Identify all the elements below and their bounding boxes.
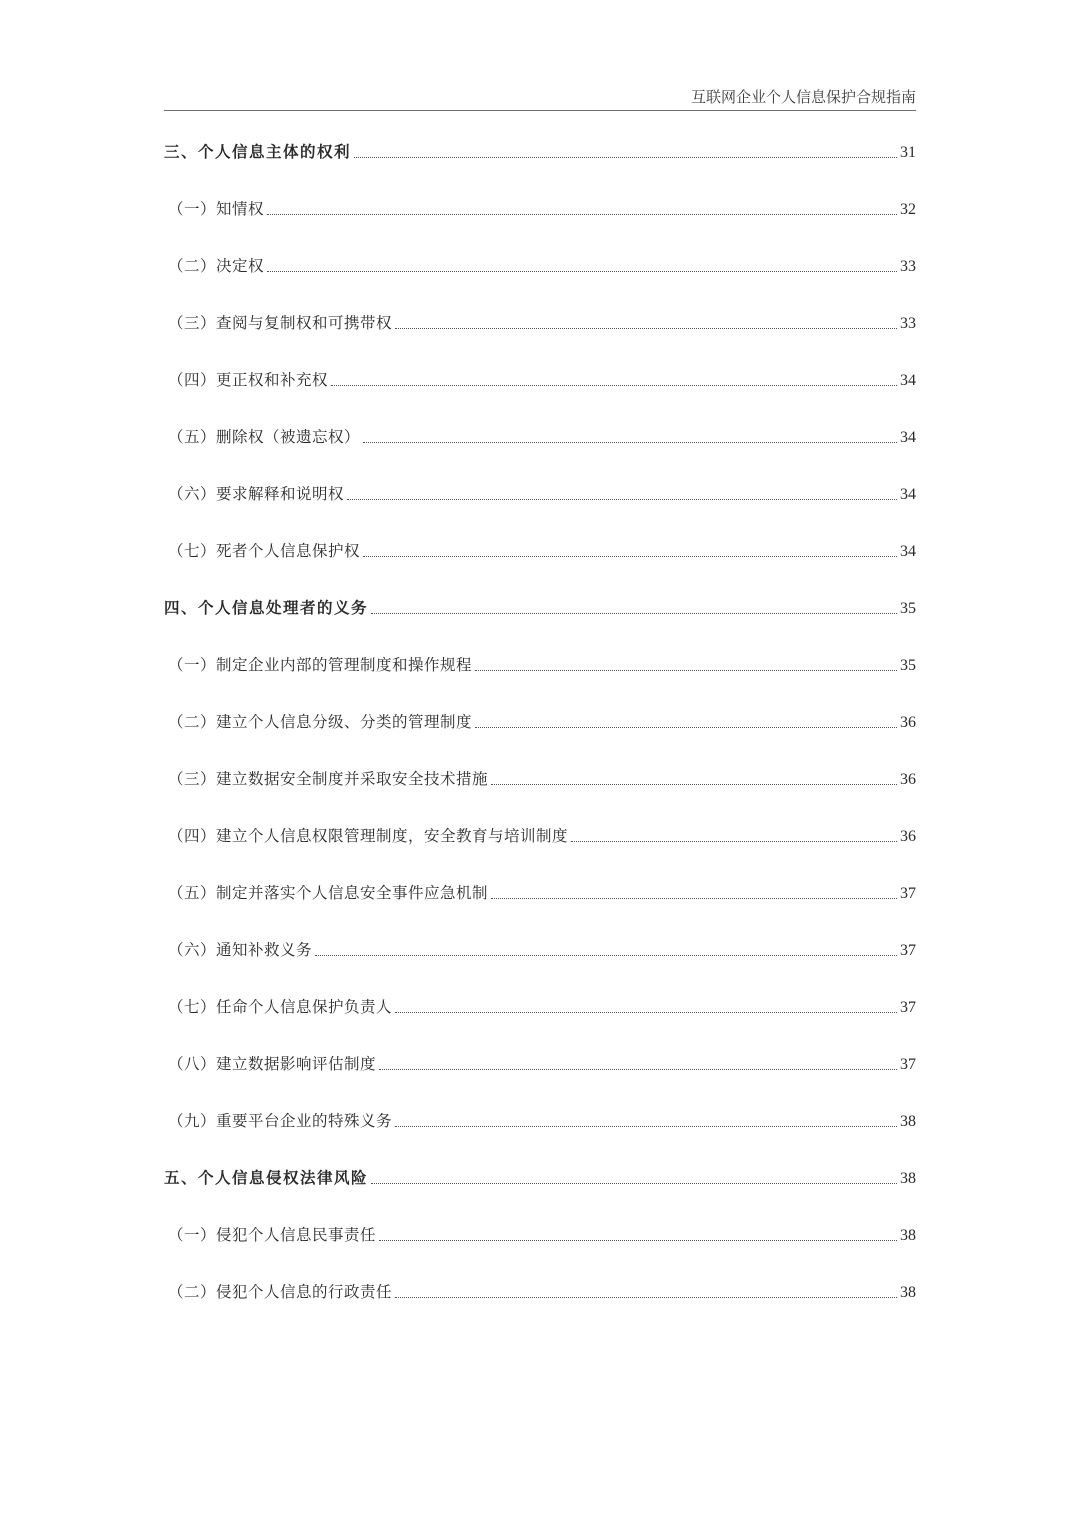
toc-entry-label: （二）建立个人信息分级、分类的管理制度: [168, 713, 473, 731]
dot-leader: [395, 1012, 897, 1013]
toc-page-number: 31: [900, 144, 916, 161]
dot-leader: [347, 499, 897, 500]
header-divider: [164, 110, 916, 111]
toc-subsection-entry[interactable]: [164, 993, 916, 1021]
toc-page-number: 33: [900, 315, 916, 332]
toc-entry-label: （九）重要平台企业的特殊义务: [168, 1112, 393, 1130]
toc-page-number: 35: [900, 600, 916, 617]
dot-leader: [395, 1126, 897, 1127]
toc-subsection-entry[interactable]: [164, 252, 916, 280]
toc-row: [164, 1164, 916, 1221]
toc-page-number: 34: [900, 486, 916, 503]
toc-page-number: 36: [900, 771, 916, 788]
document-title: 互联网企业个人信息保护合规指南: [690, 88, 916, 106]
toc-subsection-entry[interactable]: [164, 822, 916, 850]
toc-row: [164, 1221, 916, 1278]
toc-row: [164, 651, 916, 708]
toc-entry-label: 三、个人信息主体的权利: [164, 143, 352, 161]
running-header: [164, 84, 916, 110]
dot-leader: [571, 841, 897, 842]
toc-section-entry[interactable]: [164, 1164, 916, 1192]
toc-subsection-entry[interactable]: [164, 537, 916, 565]
toc-entry-label: （七）死者个人信息保护权: [168, 542, 361, 560]
toc-row: [164, 822, 916, 879]
toc-entry-label: （二）侵犯个人信息的行政责任: [168, 1283, 393, 1301]
toc-row: [164, 423, 916, 480]
toc-page-number: 37: [900, 1056, 916, 1073]
toc-entry-label: （一）知情权: [168, 200, 265, 218]
toc-row: [164, 765, 916, 822]
toc-section-entry[interactable]: [164, 138, 916, 166]
toc-page-number: 35: [900, 657, 916, 674]
toc-page-number: 38: [900, 1170, 916, 1187]
toc-page-number: 37: [900, 942, 916, 959]
dot-leader: [331, 385, 897, 386]
toc-page-number: 38: [900, 1227, 916, 1244]
toc-page-number: 37: [900, 999, 916, 1016]
toc-entry-label: （六）要求解释和说明权: [168, 485, 345, 503]
toc-page-number: 34: [900, 543, 916, 560]
dot-leader: [475, 727, 897, 728]
toc-row: [164, 708, 916, 765]
dot-leader: [371, 1183, 897, 1184]
toc-row: [164, 138, 916, 195]
toc-entry-label: （八）建立数据影响评估制度: [168, 1055, 377, 1073]
dot-leader: [491, 784, 897, 785]
toc-subsection-entry[interactable]: [164, 195, 916, 223]
toc-entry-label: （二）决定权: [168, 257, 265, 275]
toc-row: [164, 879, 916, 936]
dot-leader: [267, 214, 897, 215]
toc-row: [164, 480, 916, 537]
toc-row: [164, 366, 916, 423]
toc-page-number: 34: [900, 372, 916, 389]
toc-page-number: 34: [900, 429, 916, 446]
toc-subsection-entry[interactable]: [164, 480, 916, 508]
toc-subsection-entry[interactable]: [164, 651, 916, 679]
dot-leader: [395, 328, 897, 329]
toc-row: [164, 993, 916, 1050]
toc-subsection-entry[interactable]: [164, 936, 916, 964]
toc-subsection-entry[interactable]: [164, 1050, 916, 1078]
dot-leader: [491, 898, 897, 899]
toc-subsection-entry[interactable]: [164, 1278, 916, 1306]
toc-row: [164, 309, 916, 366]
toc-row: [164, 1278, 916, 1335]
toc-page-number: 38: [900, 1284, 916, 1301]
toc-subsection-entry[interactable]: [164, 708, 916, 736]
toc-page-number: 33: [900, 258, 916, 275]
toc-page-number: 38: [900, 1113, 916, 1130]
toc-entry-label: （五）制定并落实个人信息安全事件应急机制: [168, 884, 489, 902]
toc-page-number: 36: [900, 828, 916, 845]
toc-row: [164, 195, 916, 252]
toc-entry-label: （四）更正权和补充权: [168, 371, 329, 389]
dot-leader: [379, 1069, 897, 1070]
toc-subsection-entry[interactable]: [164, 765, 916, 793]
toc-row: [164, 537, 916, 594]
toc-subsection-entry[interactable]: [164, 1107, 916, 1135]
toc-subsection-entry[interactable]: [164, 423, 916, 451]
toc-row: [164, 936, 916, 993]
dot-leader: [379, 1240, 897, 1241]
toc-row: [164, 594, 916, 651]
dot-leader: [315, 955, 897, 956]
dot-leader: [354, 157, 897, 158]
toc-page-number: 36: [900, 714, 916, 731]
toc-row: [164, 252, 916, 309]
toc-entry-label: （一）制定企业内部的管理制度和操作规程: [168, 656, 473, 674]
table-of-contents: [164, 138, 916, 1335]
toc-page-number: 37: [900, 885, 916, 902]
dot-leader: [363, 556, 897, 557]
toc-subsection-entry[interactable]: [164, 879, 916, 907]
toc-subsection-entry[interactable]: [164, 309, 916, 337]
toc-entry-label: （三）建立数据安全制度并采取安全技术措施: [168, 770, 489, 788]
toc-entry-label: （三）查阅与复制权和可携带权: [168, 314, 393, 332]
toc-page-number: 32: [900, 201, 916, 218]
toc-entry-label: 五、个人信息侵权法律风险: [164, 1169, 369, 1187]
toc-section-entry[interactable]: [164, 594, 916, 622]
dot-leader: [371, 613, 897, 614]
dot-leader: [363, 442, 897, 443]
toc-entry-label: （五）删除权（被遗忘权）: [168, 428, 361, 446]
toc-row: [164, 1050, 916, 1107]
toc-entry-label: 四、个人信息处理者的义务: [164, 599, 369, 617]
toc-entry-label: （一）侵犯个人信息民事责任: [168, 1226, 377, 1244]
dot-leader: [475, 670, 897, 671]
toc-subsection-entry[interactable]: [164, 366, 916, 394]
toc-row: [164, 1107, 916, 1164]
toc-entry-label: （六）通知补救义务: [168, 941, 313, 959]
toc-subsection-entry[interactable]: [164, 1221, 916, 1249]
dot-leader: [267, 271, 897, 272]
toc-entry-label: （四）建立个人信息权限管理制度，安全教育与培训制度: [168, 827, 569, 845]
dot-leader: [395, 1297, 897, 1298]
toc-entry-label: （七）任命个人信息保护负责人: [168, 998, 393, 1016]
